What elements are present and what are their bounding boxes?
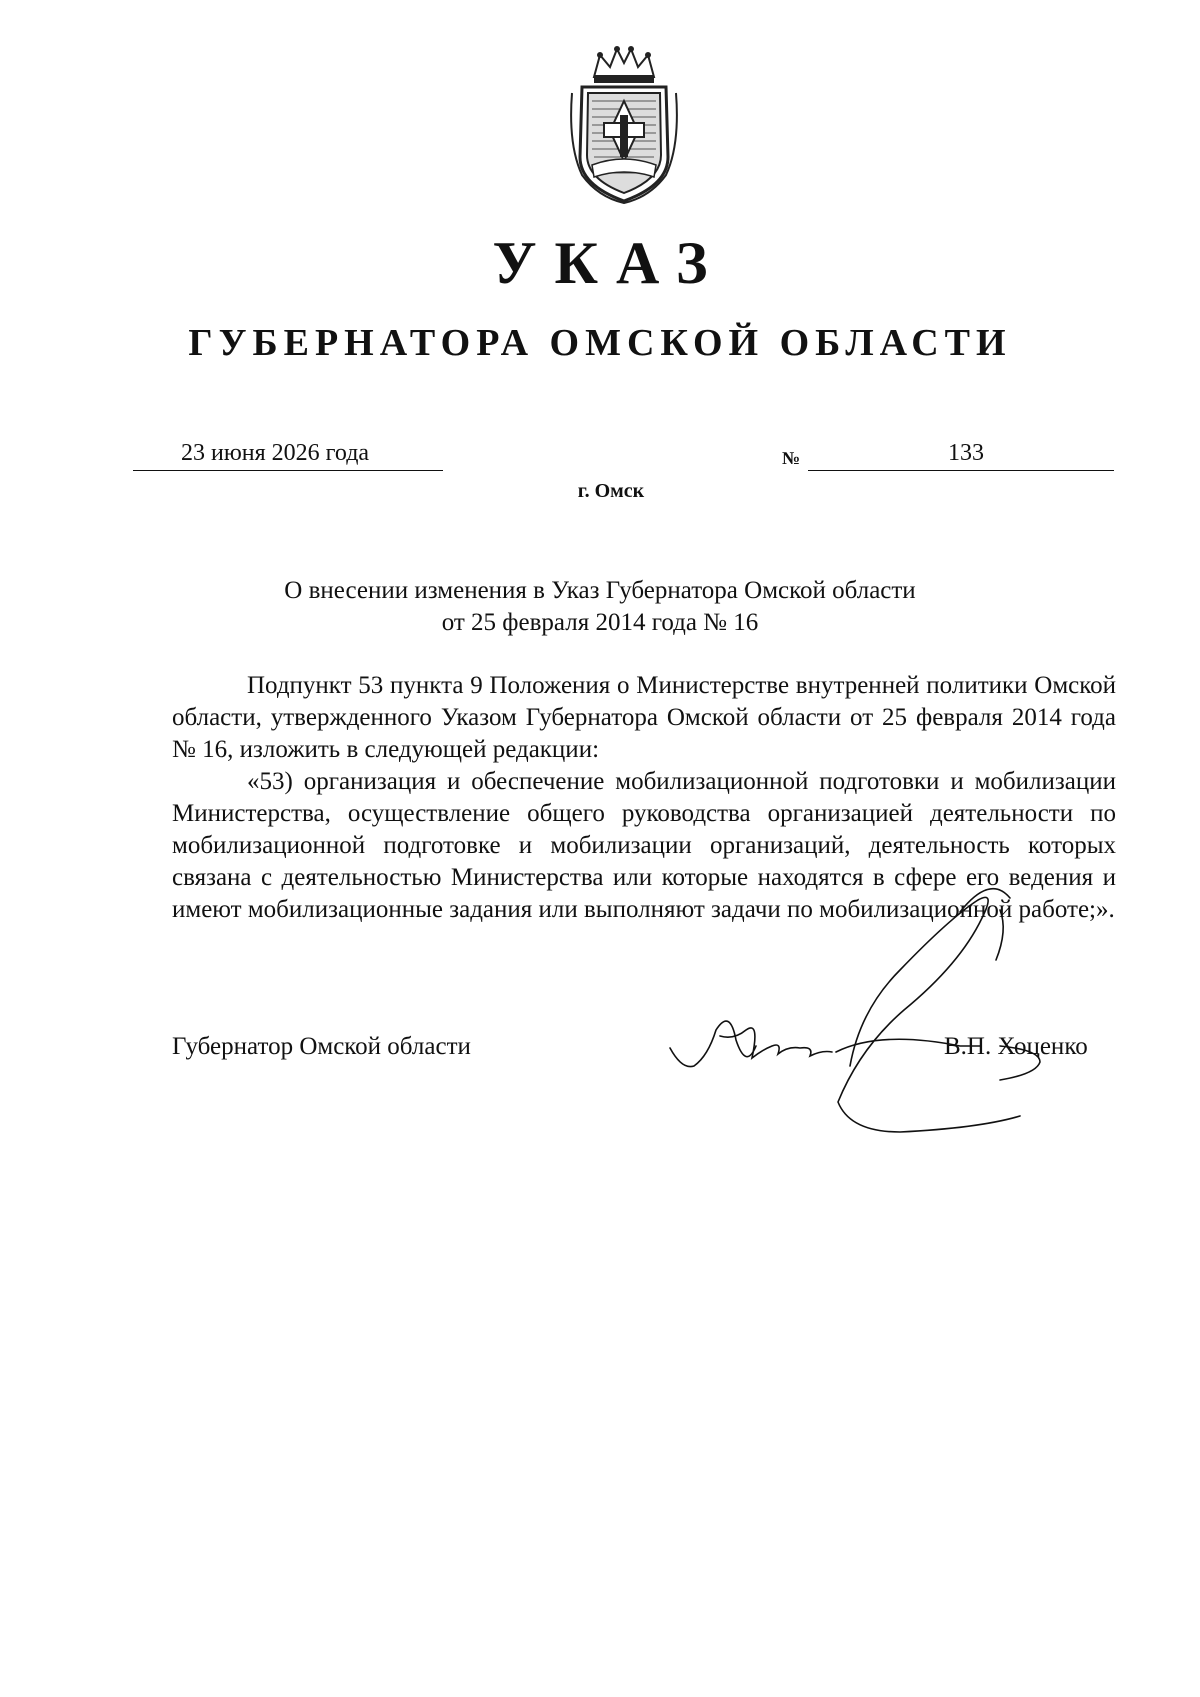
body-paragraph-2: «53) организация и обеспечение мобилизационной подготовки и мобилизации Министерства, осуществление общего руководства организацией деятельности по мобилизационной подготовке и мобилизации организаций, деятельность которых связана с деятельностью Министерства или которые находятся в сфере его ведения и имеют мобилизационные задания или выполняют задачи по мобилизационной работе;». xyxy=(172,768,1116,923)
omsk-coat-of-arms-emblem xyxy=(564,45,684,205)
subject-line-1: О внесении изменения в Указ Губернатора Омской области xyxy=(284,577,916,604)
decree-number-field xyxy=(808,436,1114,471)
signatory-position: Губернатор Омской области xyxy=(172,1033,471,1060)
decree-date-field xyxy=(133,436,443,471)
body-paragraph-1: Подпункт 53 пункта 9 Положения о Министерстве внутренней политики Омской области, утвержденного Указом Губернатора Омской области от 25 февраля 2014 года № 16, изложить в следующей редакции: xyxy=(172,672,1116,763)
subject-line-2: от 25 февраля 2014 года № 16 xyxy=(441,609,759,636)
decree-subject xyxy=(180,575,1020,639)
signatory-name: В.П. Хоценко xyxy=(944,1033,1088,1060)
decree-number: 133 xyxy=(948,440,984,466)
issue-city: г. Омск xyxy=(577,480,645,502)
number-sign-label: № xyxy=(782,448,801,468)
handwritten-signature xyxy=(660,870,1120,1140)
document-issuer: ГУБЕРНАТОРА ОМСКОЙ ОБЛАСТИ xyxy=(188,322,1012,364)
decree-date: 23 июня 2026 года xyxy=(181,440,370,466)
document-title: УКАЗ xyxy=(492,230,726,296)
